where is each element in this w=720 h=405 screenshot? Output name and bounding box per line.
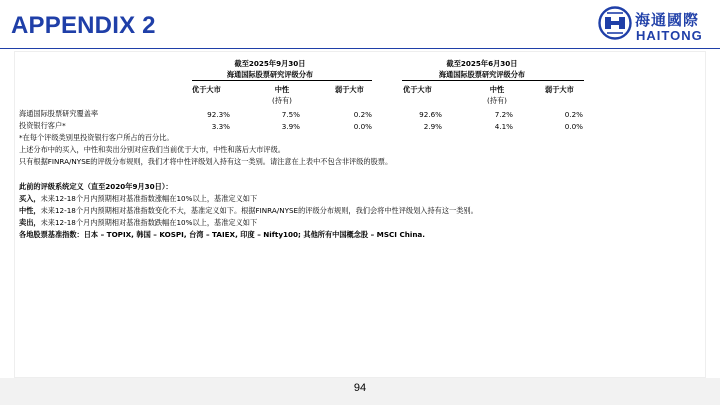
definition-neutral-text: 未来12-18个月内预期相对基准指数变化不大，基准定义如下。根据FINRA/NYSE的评级分布规则，我们会将中性评级划入持有这一类别。 — [40, 206, 478, 215]
group1-sub-label: 海通国际股票研究评级分布 — [226, 70, 314, 79]
definition-buy — [19, 194, 257, 204]
note-ib-percentage: *在每个评级类别里投资银行客户所占的百分比。 — [19, 133, 174, 142]
group2-date-label: 截至2025年6月30日 — [446, 59, 518, 68]
group1-date-label: 截至2025年9月30日 — [234, 59, 306, 68]
g2-col-underperform: 弱于大市 — [545, 85, 574, 94]
definitions-heading: 此前的评级系统定义（直至2020年9月30日）： — [19, 182, 173, 191]
table-cell: 4.1% — [494, 122, 513, 131]
header-divider — [0, 48, 720, 49]
table-cell: 3.9% — [281, 122, 300, 131]
definition-neutral-label: 中性， — [19, 206, 41, 215]
benchmark-indices: 各地股票基准指数：日本 – TOPIX, 韩国 – KOSPI, 台湾 – TAIEX, 印度 – Nifty100; 其他所有中国概念股 – MSCI China. — [19, 230, 426, 239]
g2-col-hold: (持有) — [487, 96, 507, 105]
table-cell: 92.6% — [419, 110, 442, 119]
logo-english-text: HAITONG — [636, 28, 703, 43]
note-finra-rule: 只有根据FINRA/NYSE的评级分布规则，我们才将中性评级划入持有这一类别。请注意在上表中不包含非评级的股票。 — [19, 157, 393, 166]
table-cell: 0.0% — [353, 122, 372, 131]
definition-buy-text: 未来12-18个月内预期相对基准指数涨幅在10%以上，基准定义如下 — [40, 194, 258, 203]
g2-col-outperform: 优于大市 — [403, 85, 432, 94]
table-cell: 0.2% — [564, 110, 583, 119]
definition-neutral — [19, 206, 478, 216]
logo-emblem-icon — [598, 6, 632, 40]
table-cell: 2.9% — [423, 122, 442, 131]
row-label-coverage: 海通国际股票研究覆盖率 — [19, 109, 99, 118]
definition-sell-label: 卖出， — [19, 218, 41, 227]
page-number: 94 — [353, 382, 367, 394]
note-distribution-mapping: 上述分布中的买入，中性和卖出分别对应我们当前优于大市，中性和落后大市评级。 — [19, 145, 285, 154]
definition-sell-text: 未来12-18个月内预期相对基准指数跌幅在10%以上，基准定义如下 — [40, 218, 258, 227]
company-logo — [598, 6, 708, 44]
logo-chinese-text: 海通國際 — [635, 11, 700, 29]
g1-col-neutral: 中性 — [274, 85, 290, 94]
g1-col-underperform: 弱于大市 — [335, 85, 364, 94]
row-label-ib-clients: 投资银行客户* — [19, 121, 66, 130]
group1-header-rule — [192, 80, 372, 81]
definition-sell — [19, 218, 257, 228]
table-cell: 7.2% — [494, 110, 513, 119]
table-cell: 0.0% — [564, 122, 583, 131]
table-cell: 3.3% — [211, 122, 230, 131]
table-cell: 92.3% — [207, 110, 230, 119]
page-title: APPENDIX 2 — [11, 12, 156, 39]
group2-header-rule — [402, 80, 584, 81]
g2-col-neutral: 中性 — [489, 85, 505, 94]
table-cell: 0.2% — [353, 110, 372, 119]
g1-col-hold: (持有) — [272, 96, 292, 105]
definition-buy-label: 买入， — [19, 194, 41, 203]
group2-sub-label: 海通国际股票研究评级分布 — [438, 70, 526, 79]
table-cell: 7.5% — [281, 110, 300, 119]
g1-col-outperform: 优于大市 — [192, 85, 221, 94]
